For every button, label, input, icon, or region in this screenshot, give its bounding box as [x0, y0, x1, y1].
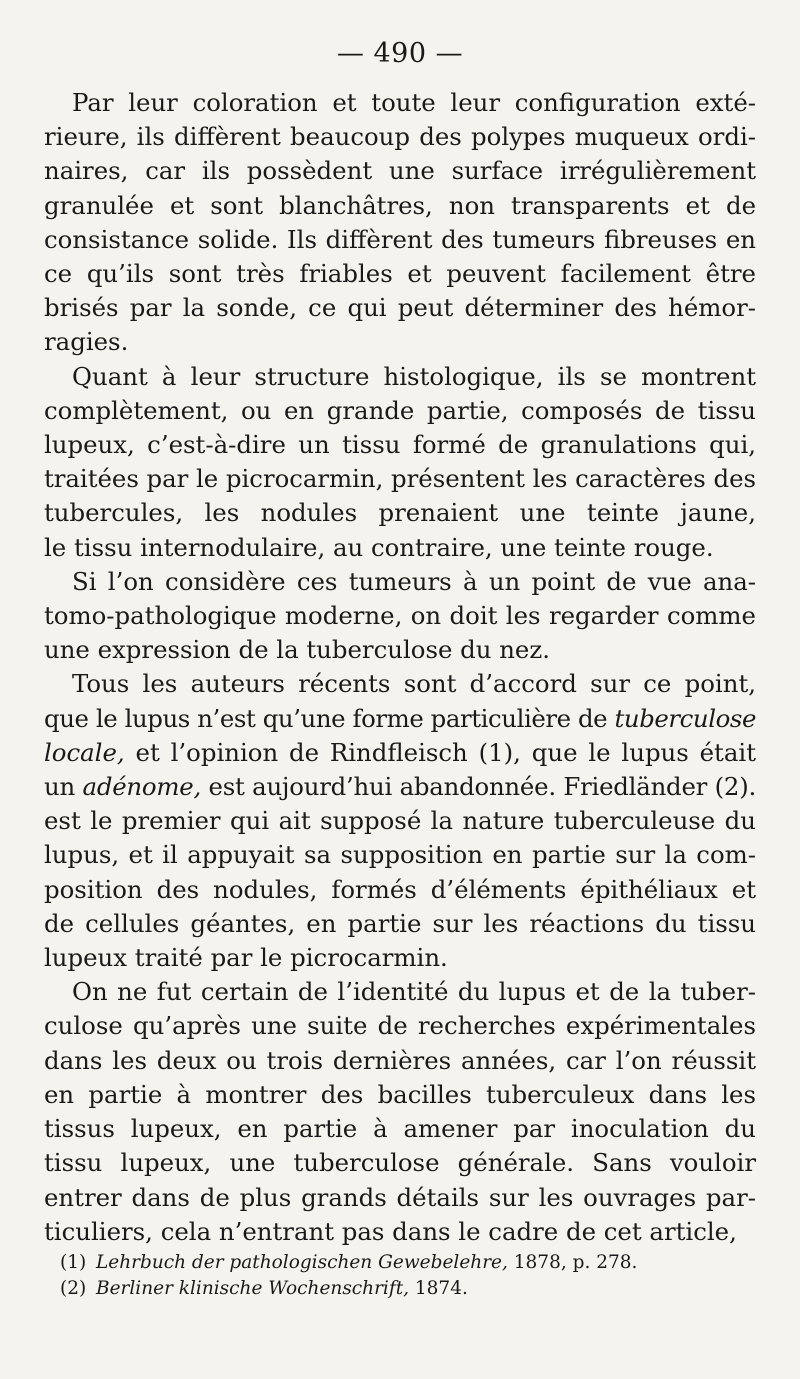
text-line [44, 941, 756, 975]
text-line [44, 257, 756, 291]
text-run: culose qu’après une suite de recherches expérimentales [44, 1011, 756, 1041]
text-line [44, 599, 756, 633]
text-line [44, 428, 756, 462]
text-line [44, 873, 756, 907]
text-line [44, 394, 756, 428]
text-run: brisés par la sonde, ce qui peut déterminer des hémor- [44, 293, 756, 323]
text-line [44, 154, 756, 188]
text-run: le tissu internodulaire, au contraire, une teinte rouge. [44, 532, 714, 562]
text-run: rieure, ils diffèrent beaucoup des polypes muqueux ordi- [44, 122, 756, 152]
text-run: complètement, ou en grande partie, composés de tissu [44, 395, 756, 425]
text-line [44, 975, 756, 1009]
text-line [44, 531, 756, 565]
text-run: et l’opinion de Rindfleisch (1), que le lupus était [124, 737, 756, 767]
text-run: entrer dans de plus grands détails sur les ouvrages par- [44, 1182, 756, 1212]
text-line [44, 770, 756, 804]
paragraph [44, 667, 756, 975]
text-line [44, 702, 756, 736]
text-line [44, 1009, 756, 1043]
text-run: que le lupus n’est qu’une forme particulière de [44, 703, 615, 733]
paragraph [44, 565, 756, 668]
text-line [44, 325, 756, 359]
footnote [60, 1276, 760, 1302]
text-run: Par leur coloration et toute leur configuration exté- [72, 88, 756, 117]
italic-run: adénome, [82, 772, 201, 802]
text-line [44, 86, 756, 120]
text-line [44, 223, 756, 257]
text-run: est le premier qui ait supposé la nature tuberculeuse du [44, 806, 756, 836]
text-run: Tous les auteurs récents sont d’accord sur ce point, [72, 669, 756, 699]
text-run: tomo-pathologique moderne, on doit les regarder comme [44, 601, 756, 631]
text-run: Quant à leur structure histologique, ils se montrent [72, 361, 756, 391]
text-line [44, 633, 756, 667]
text-run: tissus lupeux, en partie à amener par inoculation du [44, 1114, 756, 1144]
italic-run: locale, [44, 737, 125, 767]
text-line [44, 496, 756, 530]
text-run: lupeux traité par le picrocarmin. [44, 943, 448, 973]
text-run: lupus, et il appuyait sa supposition en partie sur la com- [44, 840, 756, 870]
footnote-marker: (2) [60, 1278, 87, 1299]
text-run: lupeux, c’est-à-dire un tissu formé de granulations qui, [44, 430, 756, 460]
text-line [44, 189, 756, 223]
text-run: une expression de la tuberculose du nez. [44, 635, 550, 665]
text-run: Si l’on considère ces tumeurs à un point de vue ana- [72, 566, 756, 596]
text-line [44, 1044, 756, 1078]
text-run: granulée et sont blanchâtres, non transparents et de [44, 190, 756, 220]
text-line [44, 804, 756, 838]
text-line [44, 667, 756, 701]
italic-run: tuberculose [614, 703, 756, 733]
text-line [44, 838, 756, 872]
text-line [44, 291, 756, 325]
text-line [44, 907, 756, 941]
paragraph [44, 86, 756, 360]
text-run: en partie à montrer des bacilles tuberculeux dans les [44, 1079, 756, 1109]
text-run: ticuliers, cela n’entrant pas dans le cadre de cet article, [44, 1216, 737, 1246]
text-line [44, 462, 756, 496]
text-line [44, 1078, 756, 1112]
footnote-citation: 1874. [409, 1278, 468, 1299]
footnote-title: Berliner klinische Wochenschrift, [96, 1278, 410, 1299]
text-run: ce qu’ils sont très friables et peuvent facilement être [44, 259, 756, 289]
footnotes [60, 1250, 760, 1302]
text-run: naires, car ils possèdent une surface irrégulièrement [44, 156, 756, 186]
text-run: traitées par le picrocarmin, présentent les caractères des [44, 464, 756, 494]
text-run: tissu lupeux, une tuberculose générale. Sans vouloir [44, 1148, 756, 1178]
text-run: de cellules géantes, en partie sur les réactions du tissu [44, 908, 756, 938]
footnote [60, 1250, 760, 1276]
body-text [44, 86, 756, 1249]
text-run: un [44, 772, 83, 802]
paragraph [44, 975, 756, 1249]
text-line [44, 565, 756, 599]
text-line [44, 736, 756, 770]
footnote-marker: (1) [60, 1252, 87, 1273]
text-line [44, 360, 756, 394]
page-number: — 490 — [336, 38, 464, 69]
text-run: ragies. [44, 327, 129, 357]
footnote-title: Lehrbuch der pathologischen Gewebelehre, [96, 1252, 508, 1273]
text-run: position des nodules, formés d’éléments épithéliaux et [44, 874, 756, 904]
text-run: dans les deux ou trois dernières années, car l’on réussit [44, 1045, 756, 1075]
text-run: consistance solide. Ils diffèrent des tumeurs fibreuses en [44, 224, 756, 254]
text-line [44, 120, 756, 154]
text-run: est aujourd’hui abandonnée. Friedländer (2). [201, 772, 757, 802]
text-line [44, 1112, 756, 1146]
paragraph [44, 360, 756, 565]
text-line [44, 1146, 756, 1180]
text-line [44, 1181, 756, 1215]
text-line [44, 1215, 756, 1249]
text-run: tubercules, les nodules prenaient une teinte jaune, [44, 498, 756, 528]
footnote-citation: 1878, p. 278. [507, 1252, 638, 1273]
text-run: On ne fut certain de l’identité du lupus et de la tuber- [72, 977, 756, 1007]
